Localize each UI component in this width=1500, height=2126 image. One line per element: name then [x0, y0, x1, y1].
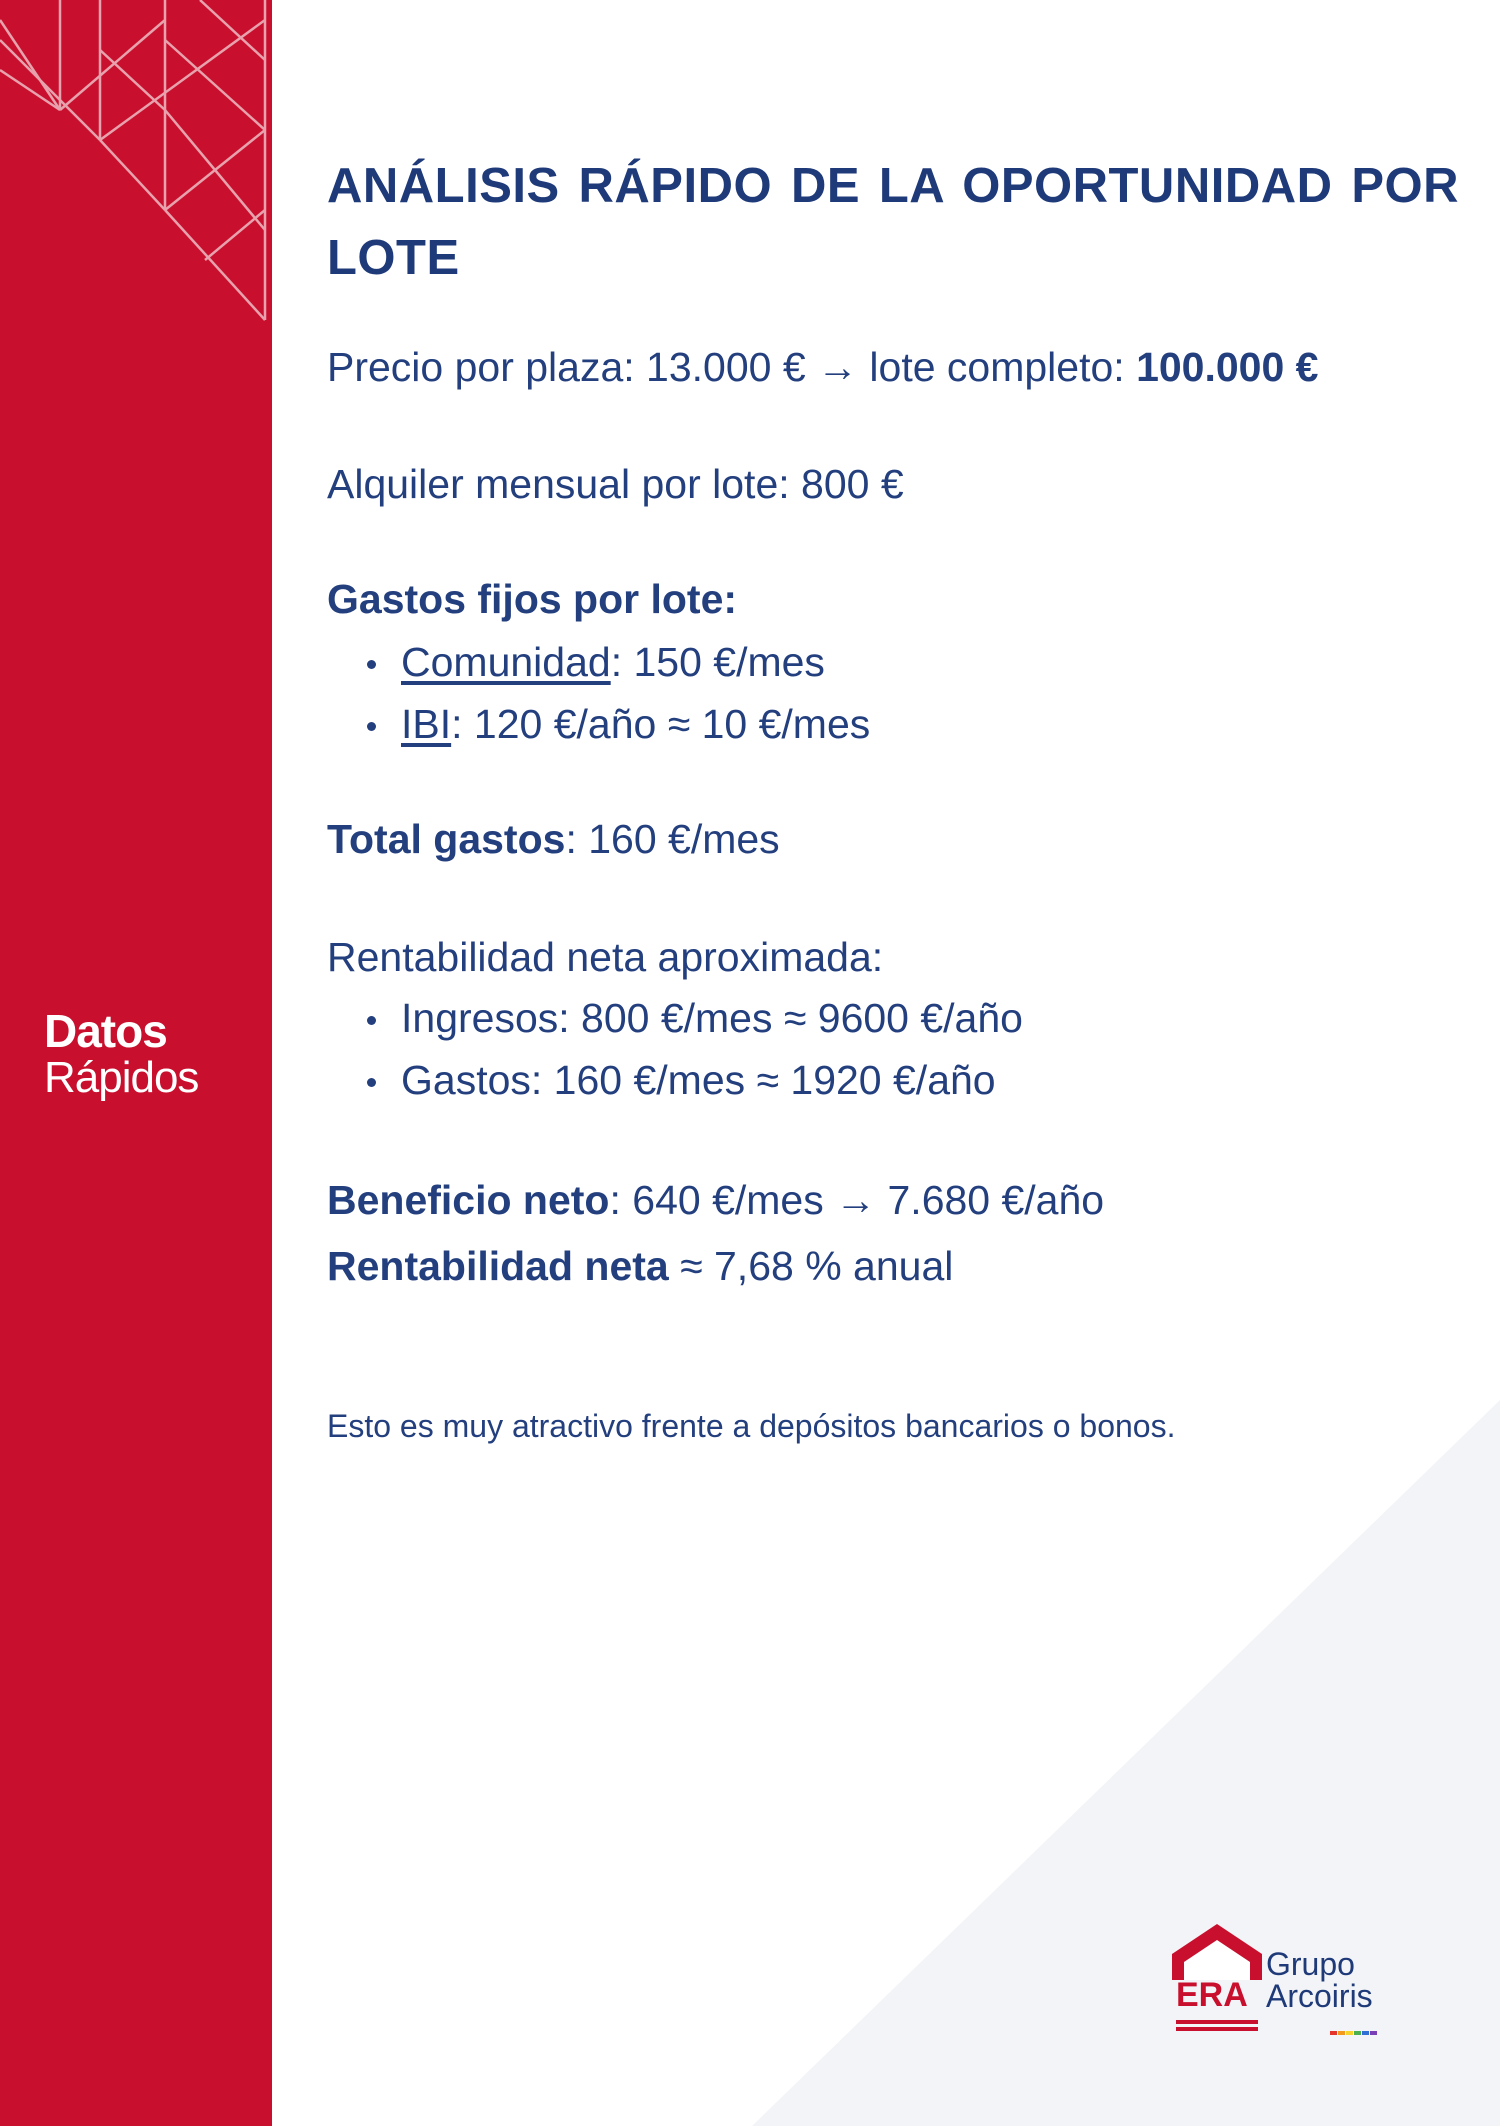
list-item: Ingresos: 800 €/mes ≈ 9600 €/año [327, 987, 1459, 1049]
closing-note: Esto es muy atractivo frente a depósitos bancarios o bonos. [327, 1408, 1176, 1444]
total-costs-line [327, 809, 1459, 869]
profit-label: Beneficio neto [327, 1177, 610, 1223]
fixed-cost-label: IBI [401, 701, 452, 747]
fixed-costs-heading: Gastos fijos por lote: [327, 576, 738, 622]
yield-text: ≈ 7,68 % anual [668, 1243, 954, 1289]
list-item [327, 693, 1459, 755]
logo-group-line1: Grupo [1266, 1946, 1355, 1982]
main-content [327, 150, 1459, 1448]
rent-line: Alquiler mensual por lote: 800 € [327, 461, 904, 507]
era-logo [1168, 1920, 1408, 2040]
yield-line [327, 1233, 1459, 1299]
profit-line [327, 1167, 1459, 1233]
net-yield-heading: Rentabilidad neta aproximada: [327, 934, 884, 980]
logo-brand: ERA [1176, 1976, 1248, 2014]
sidebar [0, 0, 272, 2126]
fixed-cost-text: : 150 €/mes [610, 639, 825, 685]
house-roof-icon [1172, 1924, 1262, 1982]
price-value: 100.000 € [1136, 344, 1319, 390]
fixed-cost-text: : 120 €/año ≈ 10 €/mes [451, 701, 871, 747]
geometric-pattern-icon [0, 0, 272, 330]
list-item: Gastos: 160 €/mes ≈ 1920 €/año [327, 1049, 1459, 1111]
total-costs-text: : 160 €/mes [565, 816, 780, 862]
sidebar-label-line1: Datos [44, 1005, 167, 1057]
page-title: ANÁLISIS RÁPIDO DE LA OPORTUNIDAD POR LOTE [327, 159, 1459, 285]
total-costs-label: Total gastos [327, 816, 566, 862]
fixed-costs-list [327, 631, 1459, 755]
price-prefix: Precio por plaza: 13.000 € → lote completo: [327, 344, 1137, 390]
logo-group-line2: Arcoiris [1266, 1978, 1373, 2014]
logo-underline-icon [1176, 2020, 1258, 2032]
rainbow-dots-icon [1330, 2022, 1378, 2040]
profit-text: : 640 €/mes → 7.680 €/año [609, 1177, 1105, 1223]
sidebar-label-line2: Rápidos [44, 1053, 199, 1102]
list-item [327, 631, 1459, 693]
sidebar-label [44, 1005, 199, 1102]
fixed-cost-label: Comunidad [401, 639, 611, 685]
yield-label: Rentabilidad neta [327, 1243, 669, 1289]
price-line [327, 337, 1459, 397]
logo-group-name [1266, 1948, 1373, 2012]
net-yield-list [327, 987, 1459, 1111]
